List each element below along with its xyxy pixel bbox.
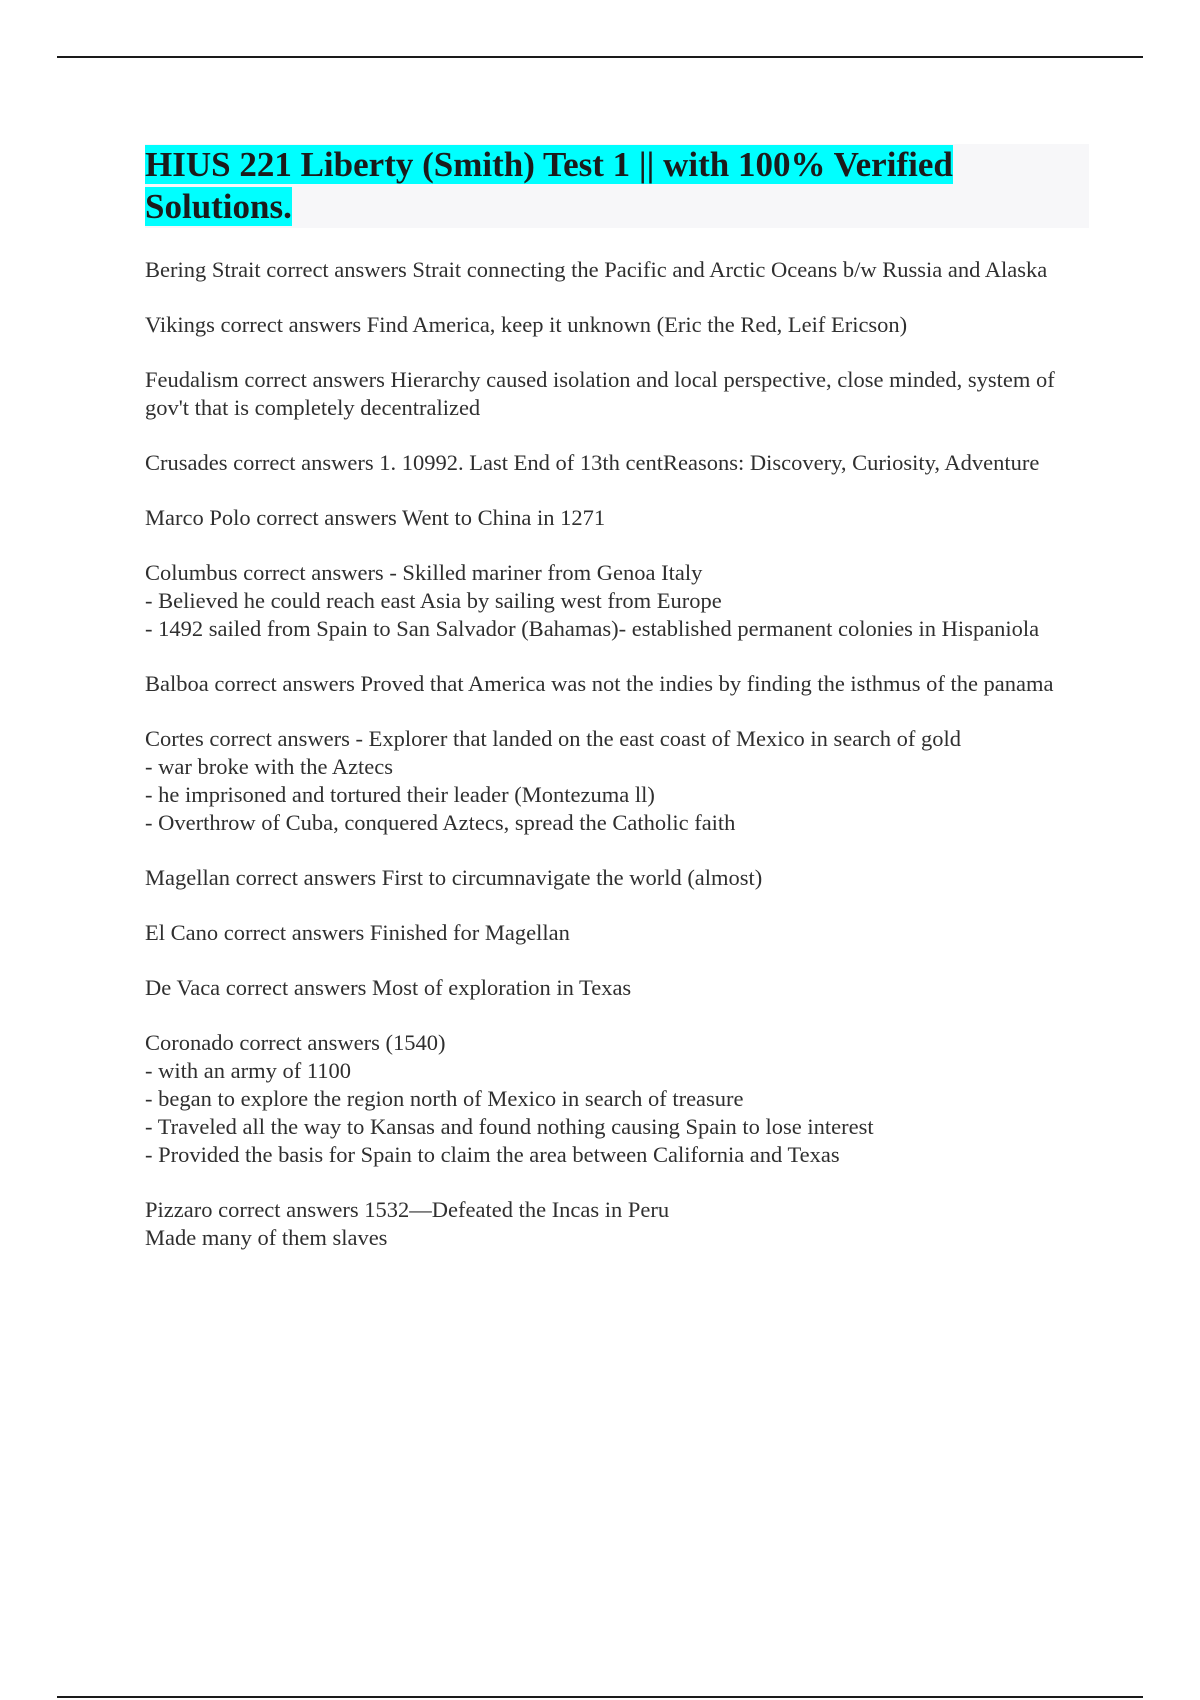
qa-entry-de-vaca: De Vaca correct answers Most of exploration in Texas bbox=[145, 975, 632, 1000]
qa-entry-balboa: Balboa correct answers Proved that America was not the indies by finding the isthmus of the panama bbox=[145, 671, 1054, 696]
document-title bbox=[145, 144, 1005, 228]
qa-entry-vikings: Vikings correct answers Find America, keep it unknown (Eric the Red, Leif Ericson) bbox=[145, 312, 908, 337]
qa-entry-feudalism: Feudalism correct answers Hierarchy caused isolation and local perspective, close minded, system of gov't that is completely decentralized bbox=[145, 367, 1055, 420]
qa-entry-magellan: Magellan correct answers First to circumnavigate the world (almost) bbox=[145, 865, 763, 890]
title-block bbox=[145, 144, 1089, 228]
qa-entry-bering-strait: Bering Strait correct answers Strait connecting the Pacific and Arctic Oceans b/w Russia and Alaska bbox=[145, 257, 1048, 282]
qa-entry-marco-polo: Marco Polo correct answers Went to China in 1271 bbox=[145, 505, 606, 530]
qa-entry-pizzaro: Pizzaro correct answers 1532—Defeated the Incas in Peru Made many of them slaves bbox=[145, 1197, 670, 1250]
qa-entry-crusades: Crusades correct answers 1. 10992. Last End of 13th centReasons: Discovery, Curiosity, Adventure bbox=[145, 450, 1040, 475]
qa-entry-columbus: Columbus correct answers - Skilled mariner from Genoa Italy - Believed he could reach east Asia by sailing west from Europe - 1492 sailed from Spain to San Salvador (Bahamas)- established permanent colonies in Hispaniola bbox=[145, 560, 1040, 641]
bottom-rule bbox=[57, 1696, 1143, 1698]
top-rule bbox=[57, 56, 1143, 58]
qa-entry-cortes: Cortes correct answers - Explorer that landed on the east coast of Mexico in search of gold - war broke with the Aztecs - he imprisoned and tortured their leader (Montezuma ll) - Overthrow of Cuba, conquered Aztecs, spread the Catholic faith bbox=[145, 726, 961, 835]
qa-entry-el-cano: El Cano correct answers Finished for Magellan bbox=[145, 920, 570, 945]
qa-entry-coronado: Coronado correct answers (1540) - with an army of 1100 - began to explore the region north of Mexico in search of treasure - Traveled all the way to Kansas and found nothing causing Spain to lose interest - Provided the basis for Spain to claim the area between California and Texas bbox=[145, 1030, 874, 1167]
qa-list bbox=[145, 256, 1089, 1279]
title-highlight: HIUS 221 Liberty (Smith) Test 1 || with 100% Verified Solutions. bbox=[145, 145, 953, 226]
